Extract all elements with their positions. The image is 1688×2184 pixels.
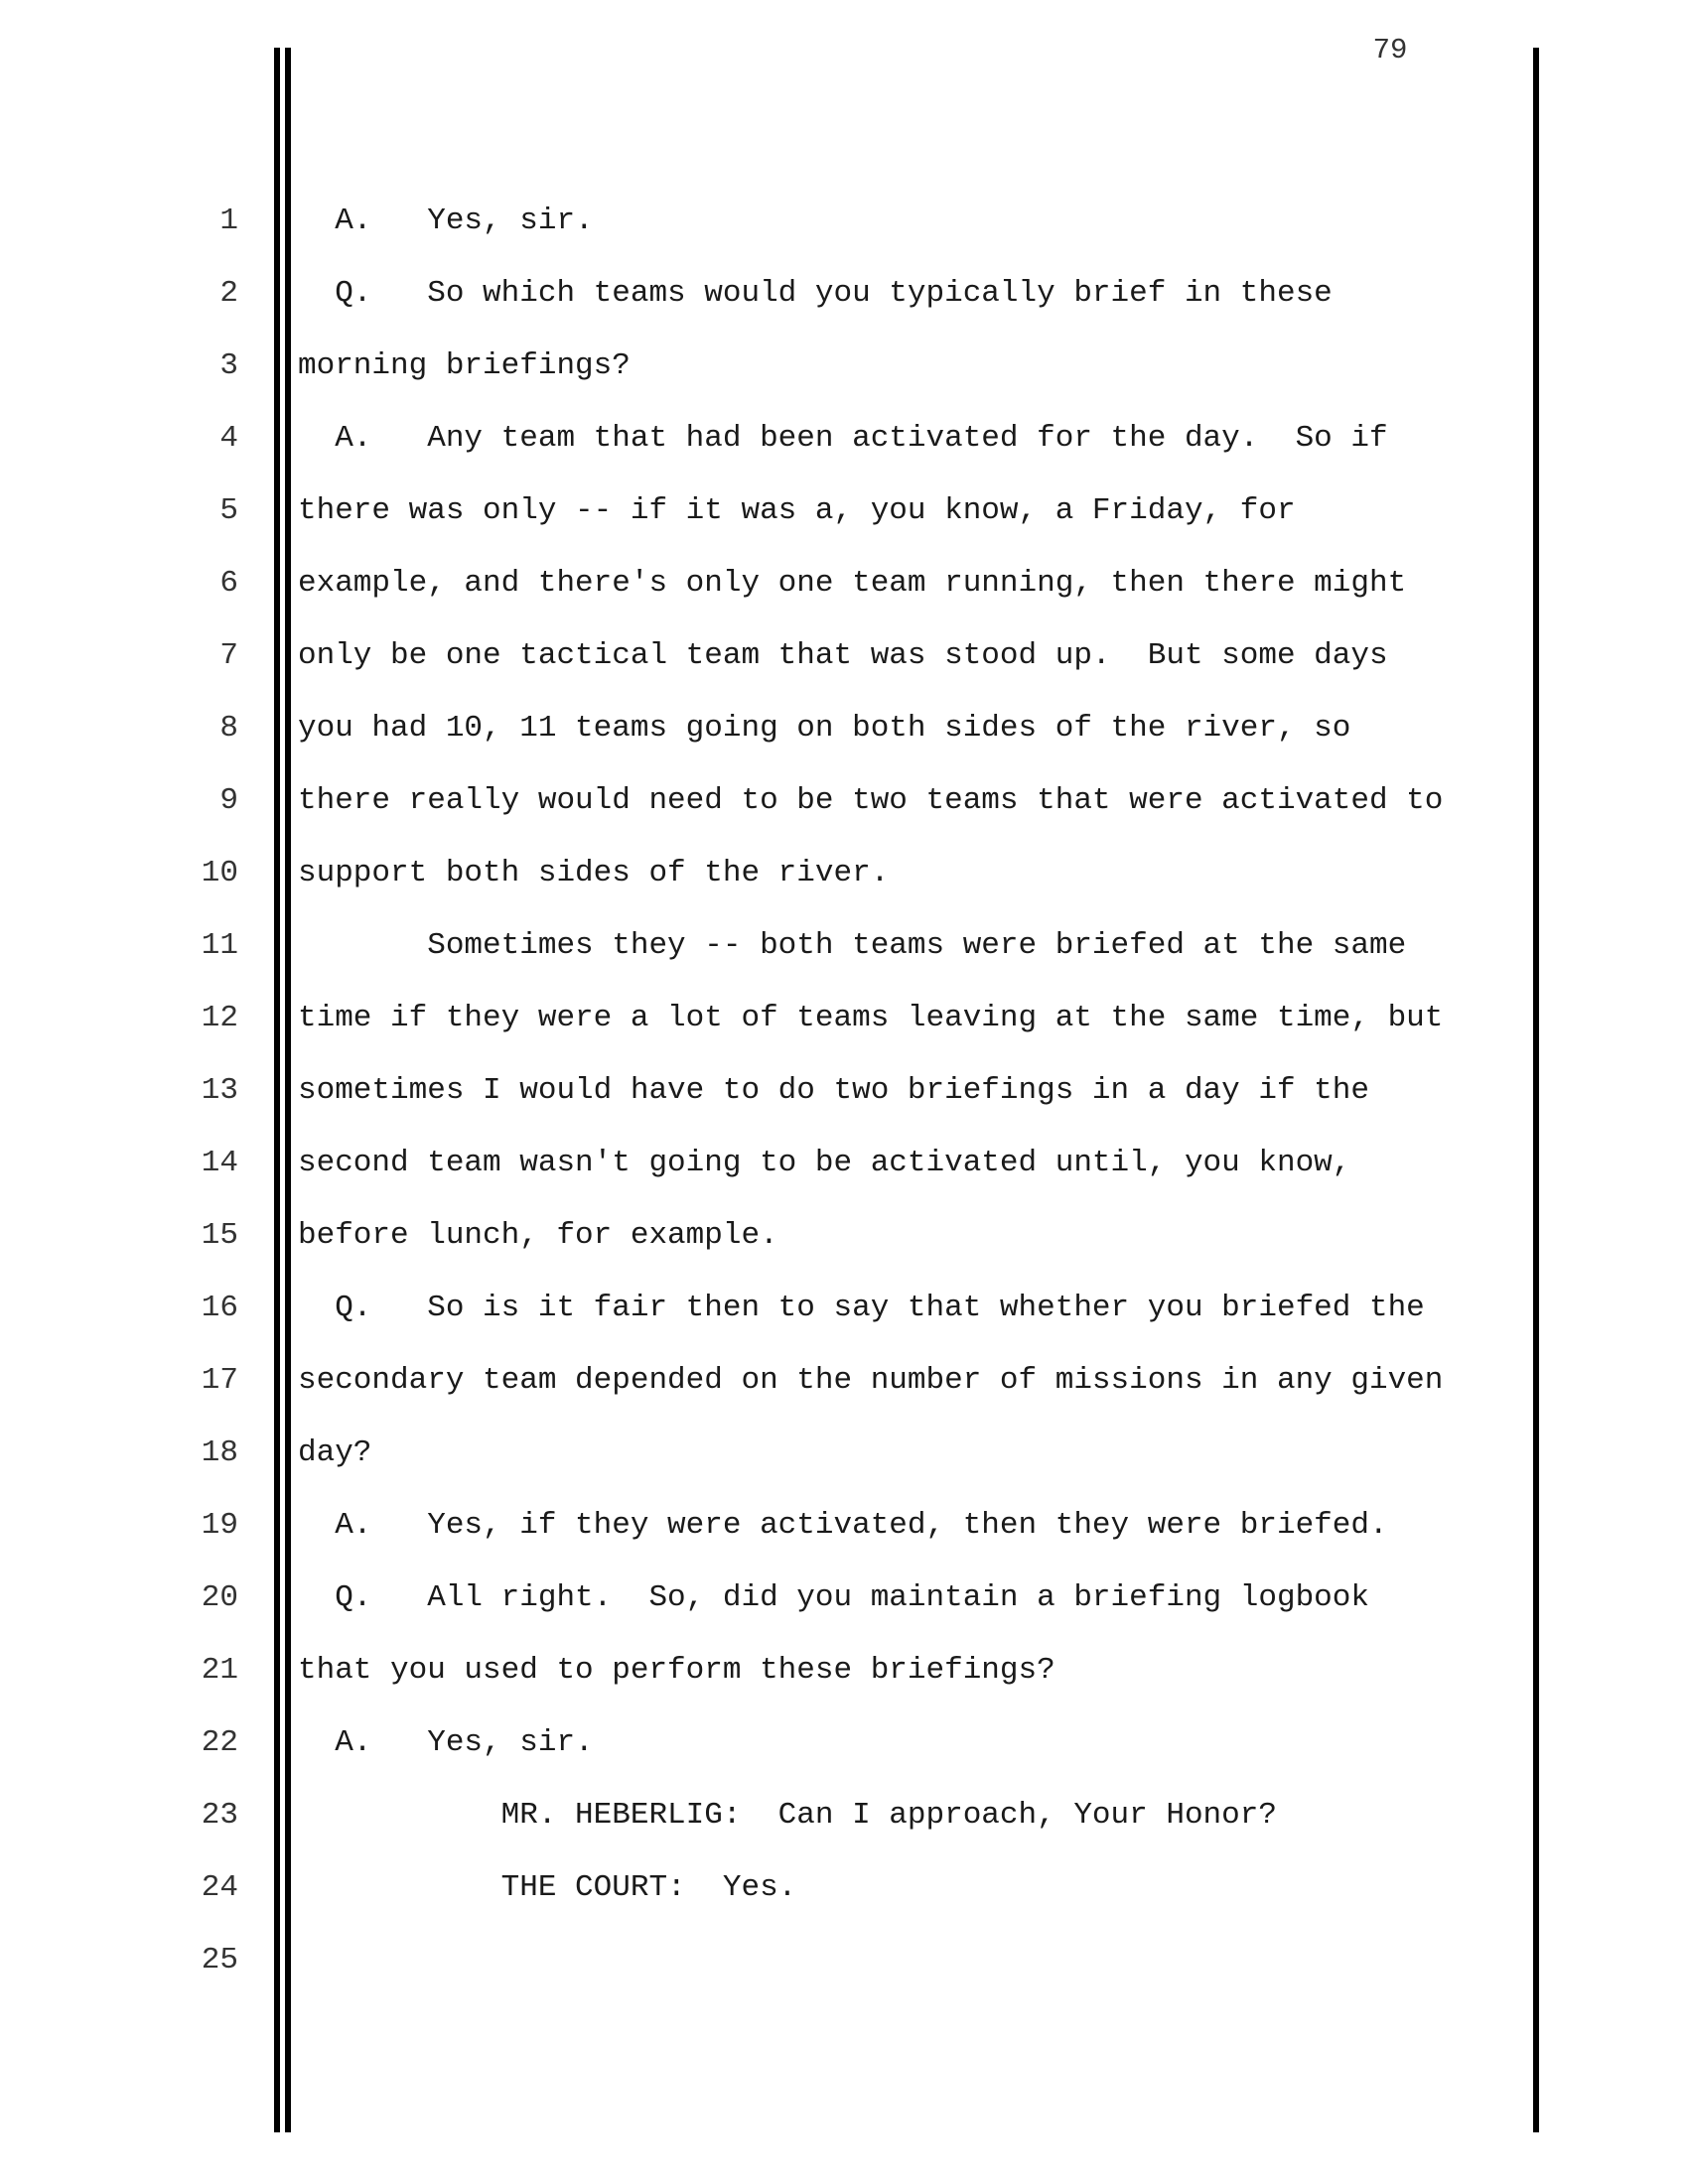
line-number: 5 <box>219 493 238 528</box>
line-number: 21 <box>201 1653 238 1688</box>
line-text: Q. So which teams would you typically brief in these <box>298 276 1333 311</box>
line-number: 6 <box>219 566 238 601</box>
line-text: that you used to perform these briefings? <box>298 1653 1055 1688</box>
line-text: day? <box>298 1435 372 1470</box>
transcript-line <box>0 202 1688 241</box>
transcript-line <box>0 1071 1688 1111</box>
line-text: Q. All right. So, did you maintain a briefing logbook <box>298 1580 1369 1615</box>
line-text: A. Any team that had been activated for the day. So if <box>298 421 1388 456</box>
transcript-line <box>0 1578 1688 1618</box>
page-number: 79 <box>1372 34 1408 67</box>
transcript-line <box>0 1796 1688 1836</box>
transcript-line <box>0 709 1688 749</box>
line-number: 22 <box>201 1725 238 1760</box>
line-text: sometimes I would have to do two briefings in a day if the <box>298 1073 1369 1108</box>
line-text: secondary team depended on the number of missions in any given <box>298 1363 1444 1398</box>
line-number: 19 <box>201 1508 238 1543</box>
line-number: 1 <box>219 204 238 238</box>
transcript-line <box>0 1361 1688 1401</box>
line-text: only be one tactical team that was stood up. But some days <box>298 638 1388 673</box>
line-number: 9 <box>219 783 238 818</box>
line-number: 7 <box>219 638 238 673</box>
line-text: you had 10, 11 teams going on both sides of the river, so <box>298 711 1351 746</box>
transcript-line <box>0 926 1688 966</box>
line-text: there was only -- if it was a, you know, a Friday, for <box>298 493 1296 528</box>
line-number: 2 <box>219 276 238 311</box>
line-text: support both sides of the river. <box>298 856 890 890</box>
line-number: 20 <box>201 1580 238 1615</box>
line-number: 3 <box>219 348 238 383</box>
line-text: THE COURT: Yes. <box>298 1870 797 1905</box>
transcript-line <box>0 1289 1688 1328</box>
transcript-line <box>0 1506 1688 1546</box>
line-number: 25 <box>201 1943 238 1978</box>
transcript-line <box>0 854 1688 893</box>
line-text: there really would need to be two teams that were activated to <box>298 783 1444 818</box>
transcript-line <box>0 564 1688 604</box>
line-text: A. Yes, sir. <box>298 1725 594 1760</box>
line-text: time if they were a lot of teams leaving at the same time, but <box>298 1001 1444 1035</box>
transcript-line <box>0 1723 1688 1763</box>
line-number: 10 <box>201 856 238 890</box>
line-number: 16 <box>201 1291 238 1325</box>
transcript-line <box>0 1941 1688 1980</box>
line-text: A. Yes, sir. <box>298 204 594 238</box>
line-number: 14 <box>201 1146 238 1180</box>
line-number: 17 <box>201 1363 238 1398</box>
line-number: 24 <box>201 1870 238 1905</box>
transcript-line <box>0 1144 1688 1183</box>
transcript-line <box>0 1651 1688 1691</box>
line-number: 4 <box>219 421 238 456</box>
line-text: morning briefings? <box>298 348 631 383</box>
line-number: 15 <box>201 1218 238 1253</box>
line-number: 13 <box>201 1073 238 1108</box>
line-text: before lunch, for example. <box>298 1218 778 1253</box>
line-number: 18 <box>201 1435 238 1470</box>
line-number: 11 <box>201 928 238 963</box>
line-text: second team wasn't going to be activated until, you know, <box>298 1146 1351 1180</box>
line-text: MR. HEBERLIG: Can I approach, Your Honor? <box>298 1798 1277 1833</box>
transcript-line <box>0 491 1688 531</box>
line-number: 8 <box>219 711 238 746</box>
transcript-line <box>0 999 1688 1038</box>
transcript-line <box>0 274 1688 314</box>
line-text: Q. So is it fair then to say that whether you briefed the <box>298 1291 1425 1325</box>
line-text: Sometimes they -- both teams were briefed at the same <box>298 928 1407 963</box>
transcript-line <box>0 1868 1688 1908</box>
line-number: 23 <box>201 1798 238 1833</box>
transcript-line <box>0 1216 1688 1256</box>
transcript-line <box>0 781 1688 821</box>
transcript-line <box>0 346 1688 386</box>
line-number: 12 <box>201 1001 238 1035</box>
transcript-line <box>0 419 1688 459</box>
line-text: example, and there's only one team running, then there might <box>298 566 1407 601</box>
transcript-line <box>0 636 1688 676</box>
line-text: A. Yes, if they were activated, then they were briefed. <box>298 1508 1388 1543</box>
transcript-line <box>0 1433 1688 1473</box>
